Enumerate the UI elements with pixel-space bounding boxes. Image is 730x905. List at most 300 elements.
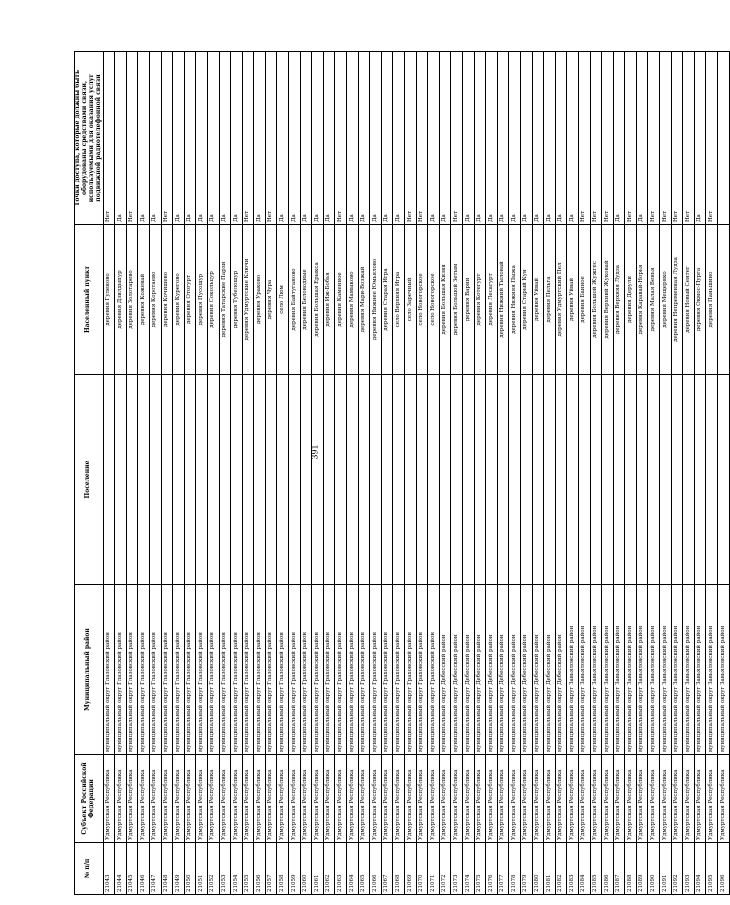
row-access: Да xyxy=(347,52,359,225)
row-access: Да xyxy=(323,52,335,225)
row-number: 21094 xyxy=(694,843,706,895)
row-access: Да xyxy=(138,52,150,225)
row-locality: деревня Большая Кизвя xyxy=(439,225,451,375)
table-row xyxy=(636,52,648,895)
row-subject: Удмуртская Республика xyxy=(196,755,208,843)
row-access: Нет xyxy=(265,52,277,225)
row-locality xyxy=(718,225,730,375)
row-access: Да xyxy=(219,52,231,225)
row-access: Да xyxy=(544,52,556,225)
row-subject: Удмуртская Республика xyxy=(149,755,161,843)
row-locality: деревня Удмуртские Ключи xyxy=(242,225,254,375)
table-row xyxy=(393,52,405,895)
row-settlement xyxy=(509,375,521,585)
table-row xyxy=(115,52,127,895)
row-access: Да xyxy=(207,52,219,225)
row-district: муниципальный округ Глазовский район xyxy=(103,585,115,755)
row-subject: Удмуртская Республика xyxy=(277,755,289,843)
row-number: 21058 xyxy=(277,843,289,895)
row-district: муниципальный округ Граховский район xyxy=(416,585,428,755)
row-locality: деревня Банное xyxy=(578,225,590,375)
row-locality: деревня Варни xyxy=(462,225,474,375)
row-access: Нет xyxy=(683,52,695,225)
row-number: 21093 xyxy=(683,843,695,895)
row-settlement xyxy=(532,375,544,585)
row-settlement xyxy=(126,375,138,585)
table-row xyxy=(103,52,115,895)
row-settlement xyxy=(149,375,161,585)
row-locality: деревня Чура xyxy=(265,225,277,375)
table-row xyxy=(706,52,718,895)
row-number: 21066 xyxy=(370,843,382,895)
row-district: муниципальный округ Дебесский район xyxy=(486,585,498,755)
header-subject: Субъект Российской Федерации xyxy=(75,755,104,843)
row-district: муниципальный округ Дебесский район xyxy=(532,585,544,755)
row-district: муниципальный округ Завьяловский район xyxy=(636,585,648,755)
row-district: муниципальный округ Граховский район xyxy=(323,585,335,755)
row-district: муниципальный округ Глазовский район xyxy=(207,585,219,755)
row-locality: деревня Курегово xyxy=(173,225,185,375)
row-access: Нет xyxy=(242,52,254,225)
row-access: Да xyxy=(497,52,509,225)
row-number: 21053 xyxy=(219,843,231,895)
row-district: муниципальный округ Завьяловский район xyxy=(578,585,590,755)
row-number: 21048 xyxy=(161,843,173,895)
table-row xyxy=(520,52,532,895)
row-settlement xyxy=(474,375,486,585)
row-access: Да xyxy=(486,52,498,225)
table-row xyxy=(173,52,185,895)
row-number: 21096 xyxy=(718,843,730,895)
row-access: Нет xyxy=(625,52,637,225)
row-settlement xyxy=(706,375,718,585)
table-row xyxy=(567,52,579,895)
row-district: муниципальный округ Граховский район xyxy=(289,585,301,755)
row-locality: деревня Уйвай xyxy=(532,225,544,375)
row-settlement xyxy=(428,375,440,585)
row-number: 21064 xyxy=(347,843,359,895)
row-access: Да xyxy=(358,52,370,225)
row-settlement xyxy=(497,375,509,585)
row-access: Да xyxy=(254,52,266,225)
row-locality: деревня Байтуганово xyxy=(289,225,301,375)
table-row xyxy=(381,52,393,895)
table-row xyxy=(451,52,463,895)
row-locality: деревня Удмуртский Пел xyxy=(555,225,567,375)
row-subject: Удмуртская Республика xyxy=(602,755,614,843)
row-number: 21047 xyxy=(149,843,161,895)
row-district: муниципальный округ Завьяловский район xyxy=(694,585,706,755)
row-settlement xyxy=(242,375,254,585)
row-district: муниципальный округ Завьяловский район xyxy=(660,585,672,755)
row-settlement xyxy=(173,375,185,585)
row-subject: Удмуртская Республика xyxy=(335,755,347,843)
row-district: муниципальный округ Завьяловский район xyxy=(706,585,718,755)
row-district: муниципальный округ Глазовский район xyxy=(173,585,185,755)
row-subject: Удмуртская Республика xyxy=(671,755,683,843)
row-district: муниципальный округ Граховский район xyxy=(405,585,417,755)
row-locality: деревня Мамыково xyxy=(347,225,359,375)
row-settlement xyxy=(613,375,625,585)
row-settlement xyxy=(602,375,614,585)
row-district: муниципальный округ Дебесский район xyxy=(520,585,532,755)
row-settlement xyxy=(358,375,370,585)
row-settlement xyxy=(300,375,312,585)
row-access: Нет xyxy=(671,52,683,225)
table-row xyxy=(242,52,254,895)
row-locality: деревня Каменное xyxy=(335,225,347,375)
row-access: Нет xyxy=(590,52,602,225)
table-row xyxy=(497,52,509,895)
row-district: муниципальный округ Глазовский район xyxy=(242,585,254,755)
row-locality: деревня Коротаево xyxy=(149,225,161,375)
row-subject: Удмуртская Республика xyxy=(439,755,451,843)
row-district: муниципальный округ Граховский район xyxy=(335,585,347,755)
header-locality: Населенный пункт xyxy=(75,225,104,375)
row-locality: деревня Золотарево xyxy=(126,225,138,375)
row-settlement xyxy=(567,375,579,585)
row-district: муниципальный округ Дебесский район xyxy=(509,585,521,755)
row-locality: деревня Окмос-Пурга xyxy=(694,225,706,375)
row-subject: Удмуртская Республика xyxy=(173,755,185,843)
row-subject: Удмуртская Республика xyxy=(219,755,231,843)
row-district: муниципальный округ Глазовский район xyxy=(149,585,161,755)
table-row xyxy=(196,52,208,895)
row-number: 21072 xyxy=(439,843,451,895)
row-locality: деревня Нижний Тыловай xyxy=(497,225,509,375)
row-subject: Удмуртская Республика xyxy=(683,755,695,843)
row-settlement xyxy=(207,375,219,585)
table-row xyxy=(509,52,521,895)
row-settlement xyxy=(718,375,730,585)
row-locality: деревня Паньшино xyxy=(706,225,718,375)
row-number: 21043 xyxy=(103,843,115,895)
table-row xyxy=(347,52,359,895)
row-locality: деревня Мещеряко xyxy=(660,225,672,375)
row-district: муниципальный округ Глазовский район xyxy=(265,585,277,755)
row-district: муниципальный округ Дебесский район xyxy=(555,585,567,755)
row-settlement xyxy=(636,375,648,585)
row-access: Нет xyxy=(405,52,417,225)
row-subject: Удмуртская Республика xyxy=(207,755,219,843)
row-access: Нет xyxy=(660,52,672,225)
row-number: 21083 xyxy=(567,843,579,895)
table-row xyxy=(694,52,706,895)
row-district: муниципальный округ Граховский район xyxy=(428,585,440,755)
row-locality: деревня Малая Венья xyxy=(648,225,660,375)
row-number: 21077 xyxy=(497,843,509,895)
row-number: 21055 xyxy=(242,843,254,895)
row-settlement xyxy=(138,375,150,585)
row-access: Да xyxy=(393,52,405,225)
row-access xyxy=(718,52,730,225)
row-locality: деревня Дзилдыпур xyxy=(115,225,127,375)
row-number: 21086 xyxy=(602,843,614,895)
table-row xyxy=(544,52,556,895)
row-subject: Удмуртская Республика xyxy=(451,755,463,843)
row-subject: Удмуртская Республика xyxy=(648,755,660,843)
row-number: 21044 xyxy=(115,843,127,895)
table-row xyxy=(555,52,567,895)
row-access: Да xyxy=(567,52,579,225)
table-row xyxy=(335,52,347,895)
row-subject: Удмуртская Республика xyxy=(486,755,498,843)
table-row xyxy=(149,52,161,895)
row-number: 21081 xyxy=(544,843,556,895)
row-subject: Удмуртская Республика xyxy=(381,755,393,843)
row-number: 21050 xyxy=(184,843,196,895)
row-locality: деревня Тубелошур xyxy=(231,225,243,375)
row-number: 21052 xyxy=(207,843,219,895)
row-settlement xyxy=(451,375,463,585)
row-locality: деревня Татарские Парзи xyxy=(219,225,231,375)
row-district: муниципальный округ Завьяловский район xyxy=(671,585,683,755)
row-locality: деревня Дерули xyxy=(625,225,637,375)
table-row xyxy=(462,52,474,895)
row-number: 21063 xyxy=(335,843,347,895)
table-row xyxy=(474,52,486,895)
row-access: Да xyxy=(173,52,185,225)
row-number: 21054 xyxy=(231,843,243,895)
row-settlement xyxy=(625,375,637,585)
table-row xyxy=(416,52,428,895)
row-subject: Удмуртская Республика xyxy=(660,755,672,843)
row-access: Да xyxy=(474,52,486,225)
row-district: муниципальный округ Дебесский район xyxy=(544,585,556,755)
row-subject: Удмуртская Республика xyxy=(532,755,544,843)
row-settlement xyxy=(289,375,301,585)
row-subject: Удмуртская Республика xyxy=(300,755,312,843)
row-locality: деревня Верхний Жуковай xyxy=(602,225,614,375)
row-number: 21095 xyxy=(706,843,718,895)
row-settlement xyxy=(115,375,127,585)
row-locality: деревня Пельга xyxy=(544,225,556,375)
row-access: Да xyxy=(312,52,324,225)
row-settlement xyxy=(161,375,173,585)
row-settlement xyxy=(335,375,347,585)
row-access: Да xyxy=(636,52,648,225)
row-access: Да xyxy=(289,52,301,225)
row-settlement xyxy=(347,375,359,585)
row-locality: деревня Отогурт xyxy=(184,225,196,375)
row-access: Да xyxy=(115,52,127,225)
row-locality: деревня Котегурт xyxy=(474,225,486,375)
row-locality: деревня Уйвай xyxy=(567,225,579,375)
row-district: муниципальный округ Глазовский район xyxy=(161,585,173,755)
table-row xyxy=(625,52,637,895)
row-access: Да xyxy=(277,52,289,225)
row-locality: деревня Кочишево xyxy=(161,225,173,375)
row-locality: деревня Кожевай xyxy=(138,225,150,375)
row-number: 21069 xyxy=(405,843,417,895)
table-wrapper xyxy=(74,52,726,895)
row-district: муниципальный округ Глазовский район xyxy=(126,585,138,755)
row-district: муниципальный округ Глазовский район xyxy=(184,585,196,755)
access-points-table xyxy=(74,51,730,895)
row-locality: деревня Мари-Возжай xyxy=(358,225,370,375)
row-number: 21049 xyxy=(173,843,185,895)
row-access: Да xyxy=(509,52,521,225)
row-subject: Удмуртская Республика xyxy=(231,755,243,843)
row-settlement xyxy=(462,375,474,585)
row-subject: Удмуртская Республика xyxy=(254,755,266,843)
row-locality: деревня Верхняя Лудза xyxy=(613,225,625,375)
row-district: муниципальный округ Завьяловский район xyxy=(648,585,660,755)
row-subject: Удмуртская Республика xyxy=(567,755,579,843)
row-number: 21080 xyxy=(532,843,544,895)
row-district: муниципальный округ Граховский район xyxy=(312,585,324,755)
table-row xyxy=(370,52,382,895)
row-settlement xyxy=(277,375,289,585)
row-number: 21082 xyxy=(555,843,567,895)
row-subject: Удмуртская Республика xyxy=(694,755,706,843)
row-locality: деревня Нижнее Юмьялово xyxy=(370,225,382,375)
header-access: Точки доступа, которые должны быть оборудованы средствами связи, используемыми для оказания услуг подвижной радиотелефонной связи xyxy=(75,52,104,225)
row-access: Да xyxy=(532,52,544,225)
row-access: Нет xyxy=(416,52,428,225)
row-settlement xyxy=(486,375,498,585)
row-settlement xyxy=(254,375,266,585)
row-number: 21061 xyxy=(312,843,324,895)
row-number: 21070 xyxy=(416,843,428,895)
row-number: 21068 xyxy=(393,843,405,895)
row-settlement xyxy=(184,375,196,585)
row-district: муниципальный округ Завьяловский район xyxy=(625,585,637,755)
row-subject: Удмуртская Республика xyxy=(544,755,556,843)
row-settlement xyxy=(381,375,393,585)
row-number: 21067 xyxy=(381,843,393,895)
row-access: Да xyxy=(694,52,706,225)
row-subject: Удмуртская Республика xyxy=(370,755,382,843)
row-district: муниципальный округ Завьяловский район xyxy=(718,585,730,755)
row-access: Да xyxy=(231,52,243,225)
row-number: 21060 xyxy=(300,843,312,895)
row-number: 21051 xyxy=(196,843,208,895)
row-settlement xyxy=(683,375,695,585)
row-number: 21079 xyxy=(520,843,532,895)
row-district: муниципальный округ Глазовский район xyxy=(196,585,208,755)
table-row xyxy=(486,52,498,895)
row-settlement xyxy=(578,375,590,585)
row-settlement xyxy=(671,375,683,585)
row-access: Нет xyxy=(451,52,463,225)
row-number: 21075 xyxy=(474,843,486,895)
row-subject: Удмуртская Республика xyxy=(462,755,474,843)
row-access: Да xyxy=(196,52,208,225)
header-district: Муниципальный район xyxy=(75,585,104,755)
table-row xyxy=(648,52,660,895)
row-subject: Удмуртская Республика xyxy=(126,755,138,843)
table-row xyxy=(161,52,173,895)
table-row xyxy=(126,52,138,895)
row-district: муниципальный округ Завьяловский район xyxy=(567,585,579,755)
row-subject: Удмуртская Республика xyxy=(578,755,590,843)
table-row xyxy=(277,52,289,895)
row-district: муниципальный округ Глазовский район xyxy=(254,585,266,755)
table-row xyxy=(671,52,683,895)
row-access: Да xyxy=(555,52,567,225)
row-locality: село Люм xyxy=(277,225,289,375)
header-settlement: Поселение xyxy=(75,375,104,585)
row-number: 21073 xyxy=(451,843,463,895)
row-subject: Удмуртская Республика xyxy=(265,755,277,843)
row-settlement xyxy=(323,375,335,585)
table-row xyxy=(590,52,602,895)
row-locality: деревня Старый Кун xyxy=(520,225,532,375)
row-settlement xyxy=(103,375,115,585)
row-settlement xyxy=(219,375,231,585)
table-row xyxy=(207,52,219,895)
row-settlement xyxy=(555,375,567,585)
row-subject: Удмуртская Республика xyxy=(138,755,150,843)
row-number: 21078 xyxy=(509,843,521,895)
row-access: Нет xyxy=(126,52,138,225)
row-number: 21076 xyxy=(486,843,498,895)
row-district: муниципальный округ Граховский район xyxy=(381,585,393,755)
row-district: муниципальный округ Граховский район xyxy=(358,585,370,755)
row-subject: Удмуртская Республика xyxy=(474,755,486,843)
table-row xyxy=(300,52,312,895)
row-subject: Удмуртская Республика xyxy=(416,755,428,843)
row-subject: Удмуртская Республика xyxy=(103,755,115,843)
row-settlement xyxy=(393,375,405,585)
table-row xyxy=(613,52,625,895)
row-district: муниципальный округ Граховский район xyxy=(300,585,312,755)
row-number: 21056 xyxy=(254,843,266,895)
row-locality: деревня Ураково xyxy=(254,225,266,375)
row-locality: деревня Непременная Лудза xyxy=(671,225,683,375)
row-access: Нет xyxy=(706,52,718,225)
row-district: муниципальный округ Глазовский район xyxy=(231,585,243,755)
row-district: муниципальный округ Дебесский район xyxy=(497,585,509,755)
table-row xyxy=(323,52,335,895)
row-district: муниципальный округ Граховский район xyxy=(347,585,359,755)
row-access: Нет xyxy=(103,52,115,225)
row-settlement xyxy=(590,375,602,585)
table-row xyxy=(718,52,730,895)
table-row xyxy=(138,52,150,895)
row-access: Нет xyxy=(578,52,590,225)
row-subject: Удмуртская Республика xyxy=(636,755,648,843)
row-number: 21065 xyxy=(358,843,370,895)
row-locality: деревня Иж-Бобья xyxy=(323,225,335,375)
table-row xyxy=(358,52,370,895)
row-settlement xyxy=(660,375,672,585)
table-row xyxy=(660,52,672,895)
row-subject: Удмуртская Республика xyxy=(358,755,370,843)
row-settlement xyxy=(520,375,532,585)
row-number: 21085 xyxy=(590,843,602,895)
row-access: Да xyxy=(300,52,312,225)
row-access: Да xyxy=(184,52,196,225)
row-settlement xyxy=(265,375,277,585)
table-row xyxy=(578,52,590,895)
row-subject: Удмуртская Республика xyxy=(161,755,173,843)
row-district: муниципальный округ Дебесский район xyxy=(451,585,463,755)
table-row xyxy=(265,52,277,895)
row-subject: Удмуртская Республика xyxy=(706,755,718,843)
row-number: 21045 xyxy=(126,843,138,895)
table-row xyxy=(428,52,440,895)
row-subject: Удмуртская Республика xyxy=(555,755,567,843)
header-row xyxy=(75,52,104,895)
row-subject: Удмуртская Республика xyxy=(289,755,301,843)
table-row xyxy=(219,52,231,895)
row-subject: Удмуртская Республика xyxy=(405,755,417,843)
row-number: 21090 xyxy=(648,843,660,895)
row-access: Нет xyxy=(335,52,347,225)
row-number: 21091 xyxy=(660,843,672,895)
